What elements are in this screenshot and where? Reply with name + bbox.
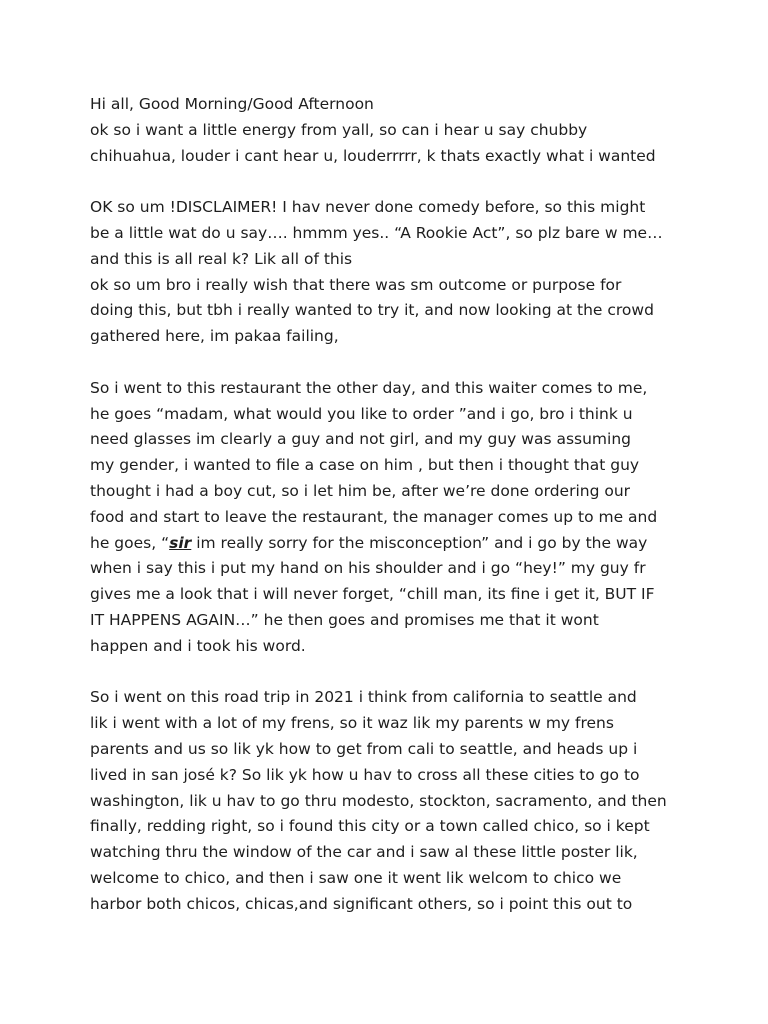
- text-line: gathered here, im pakaa failing,: [90, 327, 339, 346]
- text-line-sir: [90, 531, 690, 557]
- text-line: finally, redding right, so i found this city or a town called chico, so i kept: [90, 817, 650, 836]
- text-line: happen and i took his word.: [90, 636, 306, 655]
- paragraph-gap: [90, 660, 690, 686]
- text-line: thought i had a boy cut, so i let him be, after we’re done ordering our: [90, 481, 631, 500]
- text-line: So i went on this road trip in 2021 i think from california to seattle and: [90, 688, 637, 707]
- paragraph-gap: [90, 169, 690, 195]
- text-line: lik i went with a lot of my frens, so it waz lik my parents w my frens: [90, 714, 614, 733]
- text-line: OK so um !DISCLAIMER! I hav never done comedy before, so this might: [90, 198, 646, 217]
- text-line: parents and us so lik yk how to get from cali to seattle, and heads up i: [90, 739, 638, 758]
- sir-emphasis: sir: [169, 533, 192, 552]
- text-line: watching thru the window of the car and i saw al these little poster lik,: [90, 843, 638, 862]
- sir-suffix: im really sorry for the misconception” and i go by the way: [191, 533, 648, 552]
- text-line: food and start to leave the restaurant, the manager comes up to me and: [90, 507, 658, 526]
- text-line: my gender, i wanted to file a case on him , but then i thought that guy: [90, 456, 640, 475]
- paragraph-gap: [90, 350, 690, 376]
- text-line: harbor both chicos, chicas,and significant others, so i point this out to: [90, 894, 633, 913]
- text-line: he goes “madam, what would you like to order ”and i go, bro i think u: [90, 404, 633, 423]
- text-line: IT HAPPENS AGAIN…” he then goes and promises me that it wont: [90, 610, 599, 629]
- text-line: lived in san josé k? So lik yk how u hav to cross all these cities to go to: [90, 765, 640, 784]
- text-line: ok so um bro i really wish that there was sm outcome or purpose for: [90, 275, 622, 294]
- text-line: doing this, but tbh i really wanted to try it, and now looking at the crowd: [90, 301, 654, 320]
- sir-prefix: he goes, “: [90, 533, 170, 552]
- text-line: washington, lik u hav to go thru modesto, stockton, sacramento, and then: [90, 791, 667, 810]
- text-line: chihuahua, louder i cant hear u, louderrrrr, k thats exactly what i wanted: [90, 146, 656, 165]
- text-line: ok so i want a little energy from yall, so can i hear u say chubby: [90, 120, 588, 139]
- text-line: gives me a look that i will never forget, “chill man, its fine i get it, BUT IF: [90, 585, 655, 604]
- text-line: So i went to this restaurant the other day, and this waiter comes to me,: [90, 378, 648, 397]
- text-line: be a little wat do u say…. hmmm yes.. “A Rookie Act”, so plz bare w me…: [90, 223, 663, 242]
- text-line: need glasses im clearly a guy and not girl, and my guy was assuming: [90, 430, 632, 449]
- text-line: welcome to chico, and then i saw one it went lik welcom to chico we: [90, 868, 622, 887]
- text-line: when i say this i put my hand on his shoulder and i go “hey!” my guy fr: [90, 559, 646, 578]
- text-line: Hi all, Good Morning/Good Afternoon: [90, 95, 374, 113]
- text-line: and this is all real k? Lik all of this: [90, 249, 353, 268]
- document-page: [90, 92, 690, 918]
